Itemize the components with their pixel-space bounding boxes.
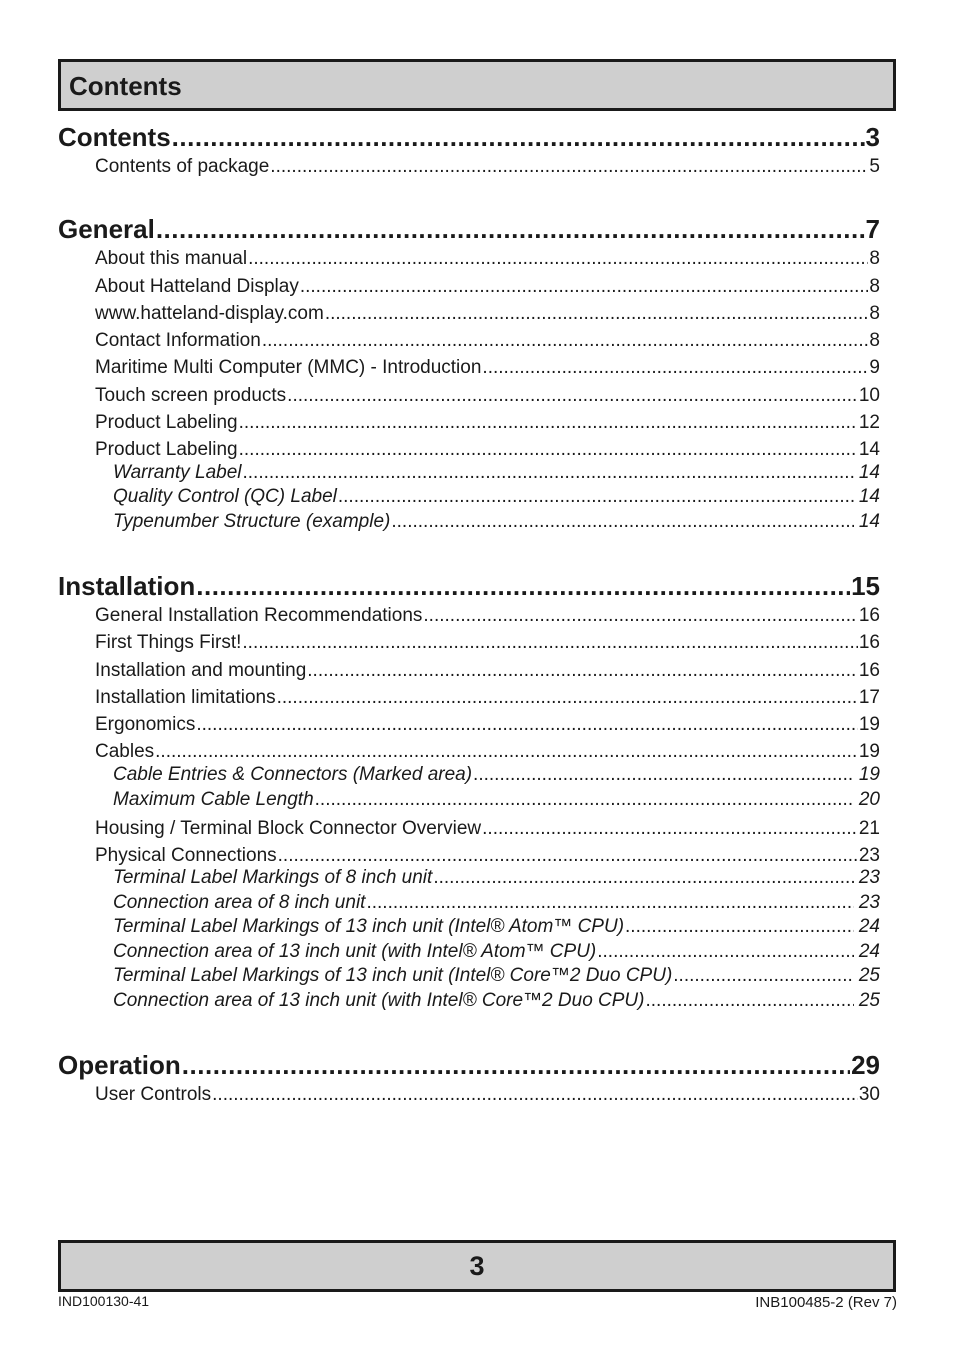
toc-entry-page: 16 [858, 605, 880, 626]
document-code-left: IND100130-41 [58, 1293, 150, 1309]
toc-subentry-page: 14 [858, 462, 880, 483]
dot-leader [597, 941, 854, 963]
toc-heading-title: Installation [58, 571, 196, 601]
dot-leader [248, 248, 868, 270]
dot-leader [482, 818, 858, 840]
dot-leader [325, 303, 869, 325]
toc-entry-page: 23 [858, 845, 880, 866]
toc-subentry-title: Terminal Label Markings of 13 inch unit (Intel® Core™2 Duo CPU) [113, 965, 673, 986]
toc-entry-title: First Things First! [95, 632, 242, 653]
toc-entry[interactable] [95, 156, 880, 178]
dot-leader [277, 687, 858, 709]
dot-leader [482, 357, 868, 379]
toc-entry-title: About this manual [95, 248, 248, 269]
dot-leader [212, 1084, 858, 1106]
toc-subentry-title: Warranty Label [113, 462, 242, 483]
page-footer [58, 1240, 896, 1292]
toc-subentry-title: Quality Control (QC) Label [113, 486, 337, 507]
toc-entry-page: 16 [858, 660, 880, 681]
toc-subentry-page: 25 [858, 965, 880, 986]
toc-entry-page: 19 [858, 714, 880, 735]
toc-subentry-page: 24 [858, 941, 880, 962]
toc-subentry[interactable] [113, 892, 880, 914]
toc-subentry-page: 23 [858, 892, 880, 913]
toc-heading-page: 29 [851, 1050, 880, 1080]
toc-subentry-title: Terminal Label Markings of 8 inch unit [113, 867, 433, 888]
dot-leader [262, 330, 869, 352]
toc-subentry[interactable] [113, 789, 880, 811]
toc-entry[interactable] [95, 303, 880, 325]
toc-subentry[interactable] [113, 965, 880, 987]
toc-entry-title: Physical Connections [95, 845, 277, 866]
toc-subentry-title: Maximum Cable Length [113, 789, 314, 810]
toc-entry[interactable] [95, 276, 880, 298]
dot-leader [243, 462, 854, 484]
dot-leader [270, 156, 868, 178]
toc-entry-title: Product Labeling [95, 412, 238, 433]
toc-subentry-title: Connection area of 8 inch unit [113, 892, 366, 913]
toc-subentry[interactable] [113, 462, 880, 484]
toc-entry-page: 30 [858, 1084, 880, 1105]
dot-leader [315, 789, 854, 811]
toc-entry[interactable] [95, 818, 880, 840]
toc-subentry-page: 24 [858, 916, 880, 937]
dot-leader [300, 276, 869, 298]
toc-entry[interactable] [95, 605, 880, 627]
toc-heading[interactable] [58, 571, 880, 602]
dot-leader [645, 990, 853, 1012]
toc-entry-title: Contact Information [95, 330, 261, 351]
toc-subentry-page: 20 [858, 789, 880, 810]
toc-entry-page: 12 [858, 412, 880, 433]
dot-leader [239, 439, 858, 461]
dot-leader [242, 632, 857, 654]
toc-heading[interactable] [58, 122, 880, 153]
toc-subentry-page: 14 [858, 486, 880, 507]
toc-entry-page: 17 [858, 687, 880, 708]
toc-entry-title: General Installation Recommendations [95, 605, 423, 626]
toc-subentry[interactable] [113, 990, 880, 1012]
toc-entry[interactable] [95, 439, 880, 461]
toc-heading[interactable] [58, 214, 880, 245]
dot-leader [423, 605, 857, 627]
toc-entry-title: About Hatteland Display [95, 276, 299, 297]
toc-entry-title: Installation limitations [95, 687, 276, 708]
toc-entry[interactable] [95, 385, 880, 407]
toc-entry-page: 8 [869, 330, 880, 351]
toc-entry[interactable] [95, 660, 880, 682]
toc-subentry-title: Terminal Label Markings of 13 inch unit (Intel® Atom™ CPU) [113, 916, 625, 937]
section-title: Contents [69, 71, 182, 101]
toc-subentry-title: Connection area of 13 inch unit (with Intel® Atom™ CPU) [113, 941, 597, 962]
toc-entry[interactable] [95, 248, 880, 270]
dot-leader [239, 412, 858, 434]
toc-subentry[interactable] [113, 867, 880, 889]
toc-entry[interactable] [95, 687, 880, 709]
page-number: 3 [469, 1251, 485, 1281]
toc-heading-title: Operation [58, 1050, 181, 1080]
toc-subentry[interactable] [113, 916, 880, 938]
toc-entry-title: Ergonomics [95, 714, 196, 735]
toc-entry[interactable] [95, 741, 880, 763]
toc-entry-title: Product Labeling [95, 439, 238, 460]
toc-subentry-page: 19 [858, 764, 880, 785]
dot-leader [182, 1050, 850, 1081]
toc-entry-title: User Controls [95, 1084, 212, 1105]
toc-entry-page: 9 [869, 357, 880, 378]
dot-leader [391, 511, 853, 533]
dot-leader [625, 916, 854, 938]
dot-leader [155, 741, 858, 763]
toc-entry[interactable] [95, 714, 880, 736]
section-header [58, 59, 896, 111]
toc-subentry-title: Connection area of 13 inch unit (with Intel® Core™2 Duo CPU) [113, 990, 645, 1011]
toc-entry-title: Housing / Terminal Block Connector Overview [95, 818, 482, 839]
dot-leader [196, 571, 850, 602]
toc-entry-title: Installation and mounting [95, 660, 307, 681]
dot-leader [433, 867, 854, 889]
toc-subentry[interactable] [113, 511, 880, 533]
toc-entry-page: 8 [869, 248, 880, 269]
toc-subentry[interactable] [113, 764, 880, 786]
toc-heading-page: 3 [865, 122, 880, 152]
dot-leader [278, 845, 858, 867]
toc-entry-title: Cables [95, 741, 155, 762]
dot-leader [287, 385, 858, 407]
toc-subentry-page: 23 [858, 867, 880, 888]
toc-subentry-title: Typenumber Structure (example) [113, 511, 391, 532]
toc-entry-title: www.hatteland-display.com [95, 303, 324, 324]
toc-entry[interactable] [95, 632, 880, 654]
toc-entry[interactable] [95, 412, 880, 434]
toc-entry[interactable] [95, 357, 880, 379]
toc-entry-title: Touch screen products [95, 385, 287, 406]
dot-leader [172, 122, 865, 153]
dot-leader [307, 660, 858, 682]
toc-entry-page: 19 [858, 741, 880, 762]
toc-heading-page: 7 [865, 214, 880, 244]
dot-leader [156, 214, 865, 245]
dot-leader [196, 714, 858, 736]
toc-heading-title: Contents [58, 122, 171, 152]
toc-entry-page: 21 [858, 818, 880, 839]
toc-heading[interactable] [58, 1050, 880, 1081]
document-code-right: INB100485-2 (Rev 7) [755, 1294, 897, 1311]
toc-entry-page: 10 [858, 385, 880, 406]
dot-leader [338, 486, 854, 508]
toc-entry-title: Contents of package [95, 156, 270, 177]
toc-entry-page: 8 [869, 276, 880, 297]
toc-entry-title: Maritime Multi Computer (MMC) - Introduction [95, 357, 482, 378]
toc-subentry[interactable] [113, 941, 880, 963]
dot-leader [473, 764, 854, 786]
toc-entry[interactable] [95, 330, 880, 352]
toc-entry-page: 5 [869, 156, 880, 177]
toc-subentry[interactable] [113, 486, 880, 508]
toc-entry[interactable] [95, 845, 880, 867]
toc-entry[interactable] [95, 1084, 880, 1106]
dot-leader [366, 892, 853, 914]
toc-heading-page: 15 [851, 571, 880, 601]
toc-entry-page: 8 [869, 303, 880, 324]
toc-entry-page: 16 [858, 632, 880, 653]
dot-leader [673, 965, 854, 987]
toc-subentry-page: 25 [858, 990, 880, 1011]
toc-heading-title: General [58, 214, 155, 244]
toc-subentry-page: 14 [858, 511, 880, 532]
toc-entry-page: 14 [858, 439, 880, 460]
toc-subentry-title: Cable Entries & Connectors (Marked area) [113, 764, 473, 785]
